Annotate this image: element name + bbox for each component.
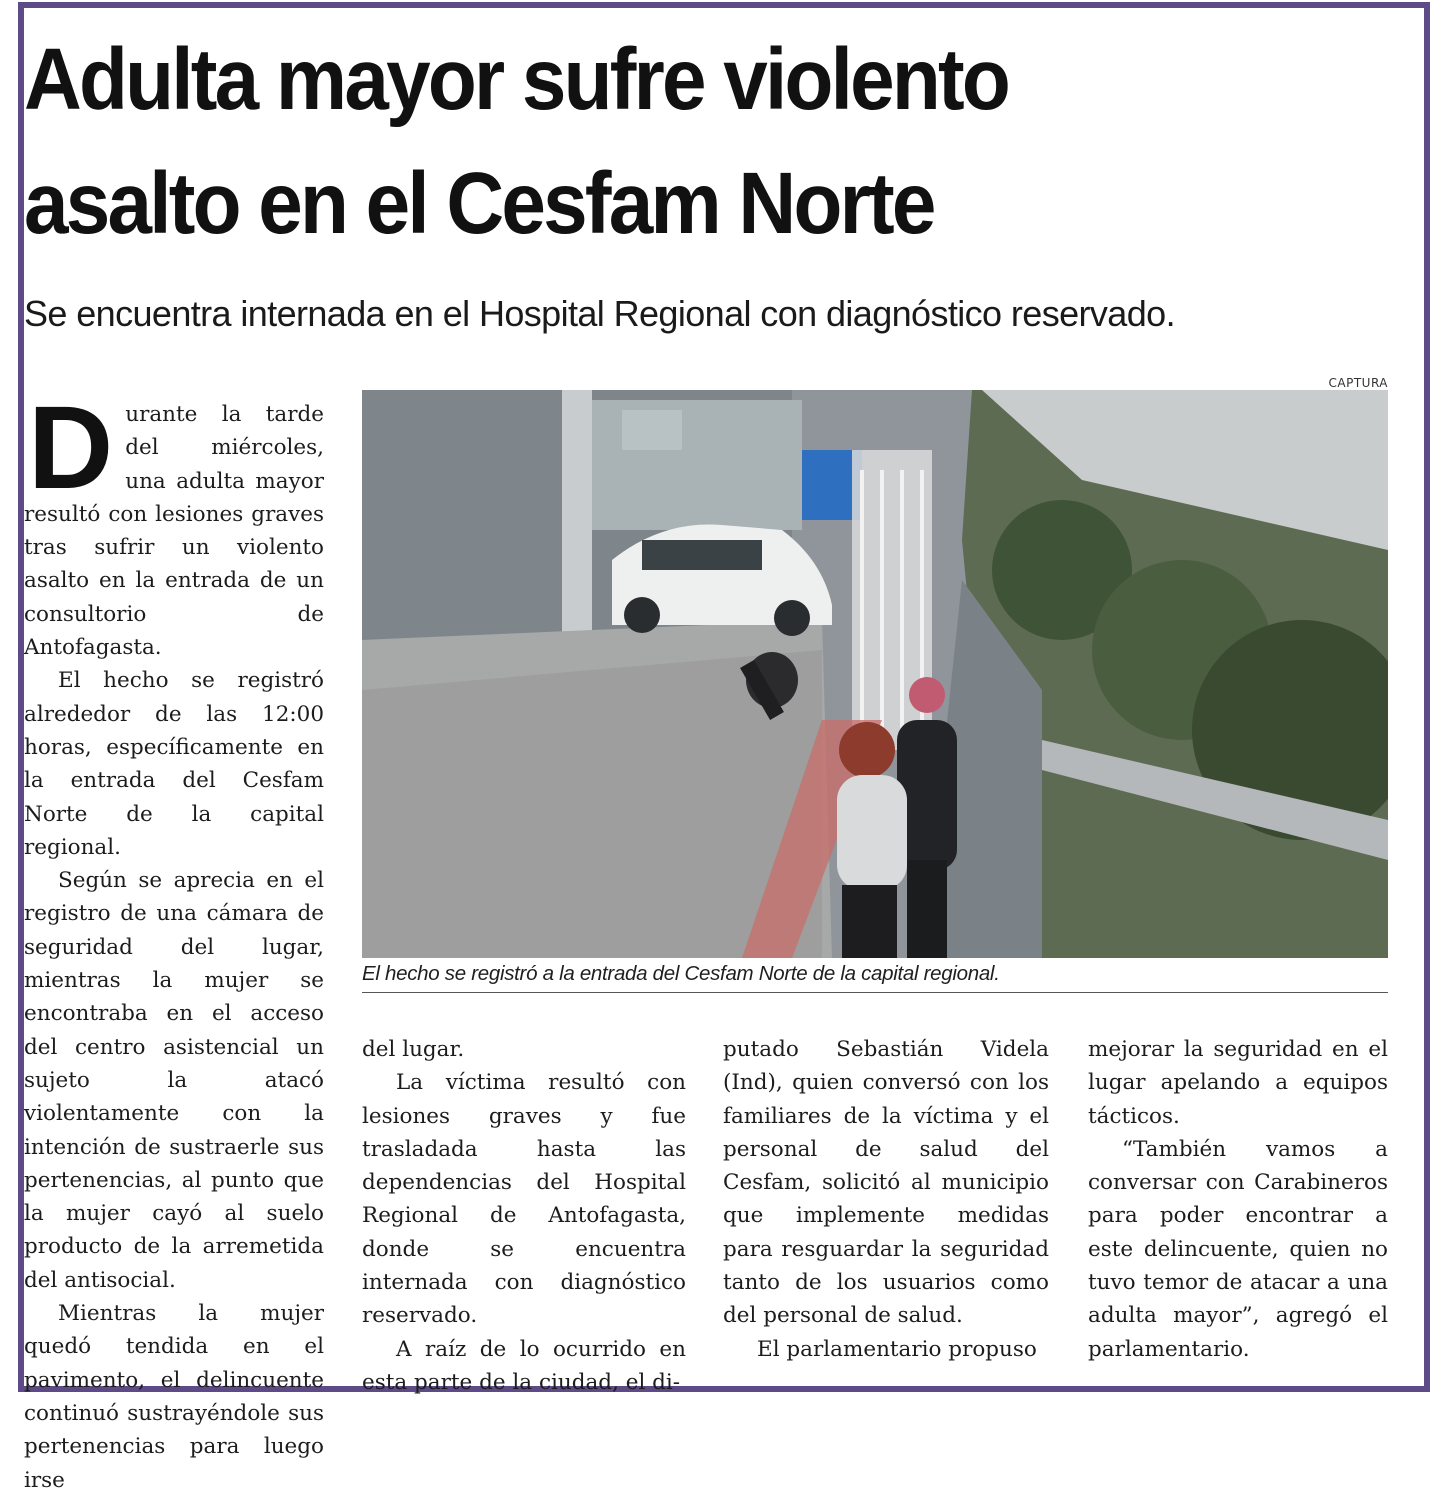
cctv-scene-illustration [362, 390, 1388, 958]
paragraph-7: El parlamentario propuso [757, 1336, 1037, 1362]
dropcap-letter: D [28, 382, 114, 514]
caption-rule [362, 992, 1388, 993]
text-column-3 [723, 1033, 1049, 1366]
paragraph-continued-2: putado Sebastián Videla (Ind), quien conversó con los familiares de la víctima y el personal de salud del Cesfam, solicitó al municipio que implemente medidas para resguardar la seguridad tanto de los usuarios como del personal de salud. [723, 1037, 1049, 1329]
photo-caption: El hecho se registró a la entrada del Cesfam Norte de la capital regional. [362, 962, 1000, 985]
deck-subtitle: Se encuentra internada en el Hospital Regional con diagnóstico reservado. [24, 293, 1175, 334]
text-column-2 [362, 1033, 686, 1399]
photo-credit: CAPTURA [1328, 376, 1388, 390]
paragraph-3: Según se aprecia en el registro de una cámara de seguridad del lugar, mientras la mujer se encontraba en el acceso del centro asistencial un sujeto la atacó violentamente con la intención de sustraerle sus pertenencias, al punto que la mujer cayó al suelo producto de la arremetida del antisocial. [24, 868, 324, 1293]
headline [24, 18, 1275, 266]
headline-line-2: asalto en el Cesfam Norte [24, 155, 934, 252]
paragraph-quote: “También vamos a conversar con Carabineros para poder encontrar a este delincuente, quien no tuvo temor de atacar a una adulta mayor”, agregó el parlamentario. [1088, 1136, 1388, 1362]
paragraph-1-text: urante la tarde del miércoles, una adulta mayor resultó con lesiones graves tras sufrir un violento asalto en la entrada de un consultorio de Antofagasta. [24, 402, 324, 661]
headline-line-1: Adulta mayor sufre violento [24, 31, 1008, 128]
paragraph-5: La víctima resultó con lesiones graves y fue trasladada hasta las dependencias del Hospital Regional de Antofagasta, donde se encuentra internada con diagnóstico reservado. [362, 1070, 686, 1329]
paragraph-continued-3: mejorar la seguridad en el lugar apelando a equipos tácticos. [1088, 1037, 1388, 1129]
paragraph-1 [24, 382, 324, 664]
paragraph-2: El hecho se registró alrededor de las 12:00 horas, específicamente en la entrada del Cesfam Norte de la capital regional. [24, 668, 324, 860]
paragraph-4: Mientras la mujer quedó tendida en el pavimento, el delincuente continuó sustrayéndole sus pertenencias para luego irse [24, 1301, 324, 1493]
article-photo [362, 390, 1388, 958]
paragraph-6: A raíz de lo ocurrido en esta parte de la ciudad, el di- [362, 1336, 686, 1395]
paragraph-continued: del lugar. [362, 1037, 465, 1062]
text-column-1 [24, 382, 324, 1497]
text-column-4 [1088, 1033, 1388, 1366]
